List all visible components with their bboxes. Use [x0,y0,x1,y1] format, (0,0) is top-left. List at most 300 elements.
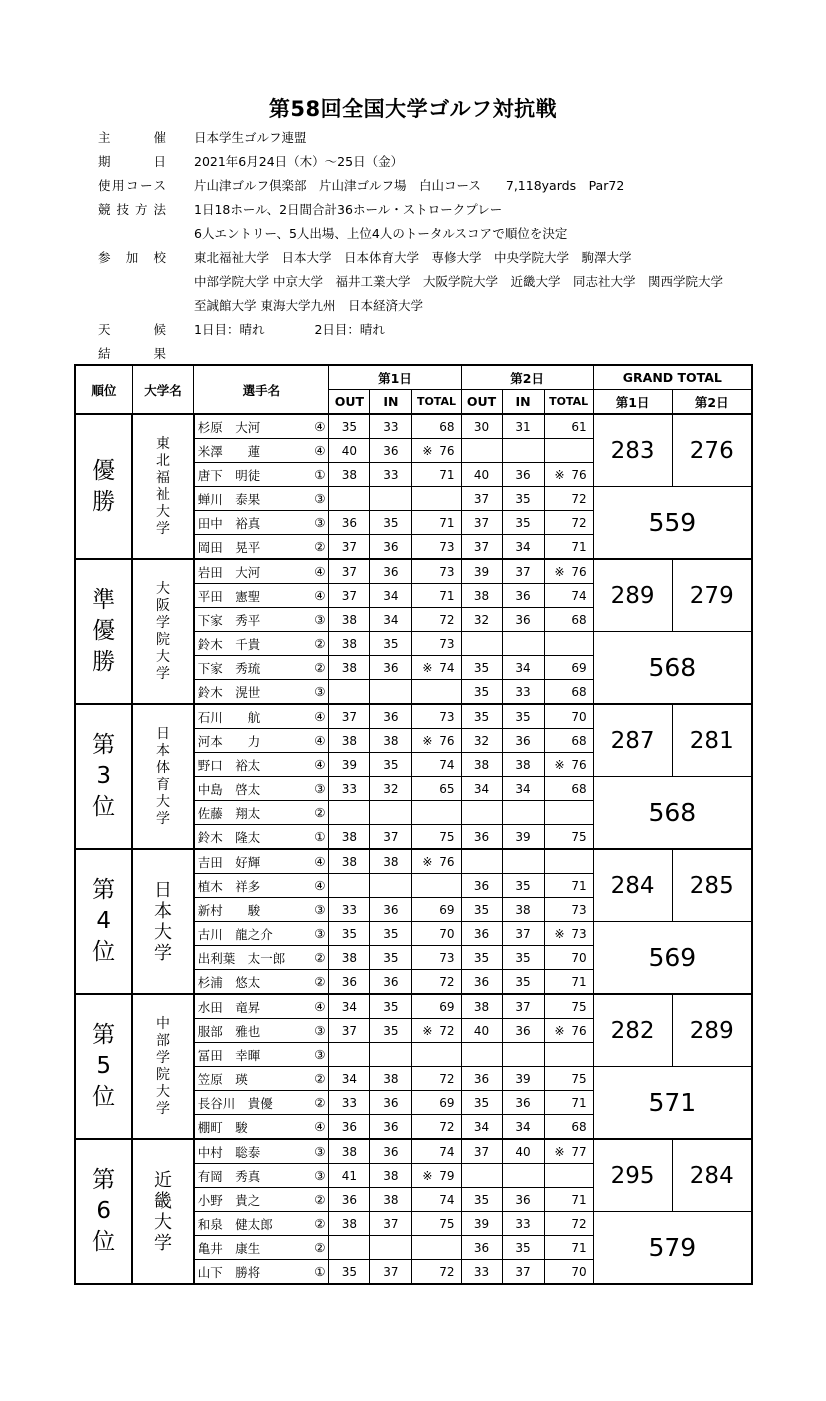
day2-out: 34 [461,1115,502,1140]
day1-total-value: 75 [439,829,455,844]
university-cell [132,414,193,559]
day1-total-value: 70 [439,926,455,941]
day1-total [412,1091,461,1115]
day2-total [544,994,593,1019]
day2-out: 36 [461,922,502,946]
day2-total-value: 68 [571,733,587,748]
player-entry [198,587,326,605]
day1-out [329,874,370,898]
info-label: 天 候 [98,322,166,337]
day2-out: 30 [461,414,502,439]
player-name: 鈴木 滉世 [197,684,261,700]
day2-total-value: 76 [571,1023,587,1038]
player-entry [198,756,326,774]
day1-in: 36 [370,535,412,560]
player-cell [194,946,329,970]
day2-total-value: 73 [571,902,587,917]
day1-total-value: 76 [439,854,455,869]
grand-total-day1: 287 [593,704,672,777]
grand-total-day2: 281 [672,704,752,777]
player-grade: ④ [314,419,326,434]
day2-in [502,1164,544,1188]
header-player: 選手名 [194,365,329,414]
day2-in: 39 [502,825,544,850]
day2-total [544,753,593,777]
day1-out [329,487,370,511]
player-grade: ④ [314,443,326,458]
day1-total [412,1115,461,1140]
info-value: 至誠館大学 東海大学九州 日本経済大学 [194,298,423,313]
table-row [75,559,752,584]
player-name: 古川 龍之介 [197,926,273,942]
info-label: 競技方法 [98,202,166,217]
player-cell [194,463,329,487]
day1-out: 40 [329,439,370,463]
day2-total [544,970,593,995]
player-entry [198,1022,326,1040]
day1-total [412,1067,461,1091]
university-name: 東北福祉大学 [156,435,171,537]
day2-out: 37 [461,535,502,560]
day2-total-value: 74 [571,588,587,603]
day2-total [544,535,593,560]
day2-out: 32 [461,608,502,632]
day1-in: 35 [370,632,412,656]
header-day2-in: IN [502,390,544,415]
day1-out: 39 [329,753,370,777]
player-name: 岡田 晃平 [197,539,261,555]
day2-in: 34 [502,777,544,801]
count-mark: ※ [554,757,565,772]
day2-out: 36 [461,874,502,898]
day2-in: 36 [502,463,544,487]
university-cell [132,994,193,1139]
player-grade: ④ [314,709,326,724]
day1-total [412,463,461,487]
player-name: 冨田 幸暉 [197,1047,261,1063]
day2-in: 31 [502,414,544,439]
grand-total-sum: 559 [593,487,752,560]
day2-total [544,825,593,850]
day2-out: 38 [461,753,502,777]
player-grade: ② [314,805,326,820]
grand-total-day2: 284 [672,1139,752,1212]
player-cell [194,511,329,535]
player-name: 石川 航 [197,709,261,725]
day1-in: 33 [370,463,412,487]
day1-total [412,729,461,753]
day1-total-value: 69 [439,902,455,917]
day2-total-value: 70 [571,950,587,965]
day1-out: 38 [329,1212,370,1236]
grand-total-day2: 285 [672,849,752,922]
player-name: 佐藤 翔太 [197,805,261,821]
day1-out: 38 [329,946,370,970]
player-grade: ① [314,1264,326,1279]
grand-total-day1: 284 [593,849,672,922]
player-entry [198,1263,326,1281]
player-cell [194,1043,329,1067]
player-name: 蝉川 泰果 [197,491,261,507]
player-entry [198,418,326,436]
day1-in: 38 [370,729,412,753]
player-name: 植木 祥多 [197,878,261,894]
day1-total-value: 71 [439,588,455,603]
day1-out: 36 [329,1188,370,1212]
day2-total [544,656,593,680]
info-value: 6人エントリー、5人出場、上位4人のトータルスコアで順位を決定 [194,226,568,241]
header-university: 大学名 [132,365,193,414]
day2-total [544,1236,593,1260]
header-day2: 第2日 [461,365,593,390]
day1-out: 38 [329,729,370,753]
count-mark: ※ [422,1023,433,1038]
day2-in: 33 [502,680,544,705]
player-cell [194,414,329,439]
player-cell [194,1164,329,1188]
player-grade: ① [314,829,326,844]
day1-in: 34 [370,608,412,632]
day2-total-value: 71 [571,974,587,989]
day2-total [544,801,593,825]
player-entry [198,828,326,846]
day1-total [412,656,461,680]
grand-total-day1: 289 [593,559,672,632]
day1-total-value: 72 [439,1071,455,1086]
player-entry [198,804,326,822]
day1-out: 35 [329,1260,370,1285]
day1-total [412,801,461,825]
day1-out: 37 [329,535,370,560]
day1-out: 38 [329,1139,370,1164]
day1-total [412,825,461,850]
day1-out: 37 [329,584,370,608]
player-entry [198,1094,326,1112]
day1-total-value: 72 [439,612,455,627]
player-grade: ② [314,539,326,554]
player-cell [194,608,329,632]
player-entry [198,1239,326,1257]
university-name: 近畿大学 [154,1169,173,1254]
day1-out: 38 [329,825,370,850]
day1-total [412,970,461,995]
day2-in: 37 [502,994,544,1019]
count-mark: ※ [422,854,433,869]
day1-total [412,487,461,511]
player-entry [198,1118,326,1136]
day2-total-value: 73 [571,926,587,941]
info-value: 1日目：晴れ 2日目：晴れ [194,322,385,337]
grand-total-day1: 282 [593,994,672,1067]
day1-in: 32 [370,777,412,801]
day2-total-value: 68 [571,612,587,627]
player-cell [194,1212,329,1236]
day1-in: 38 [370,1188,412,1212]
day1-total [412,849,461,874]
player-name: 有岡 秀真 [197,1168,261,1184]
day2-total [544,559,593,584]
day2-total-value: 75 [571,1071,587,1086]
day1-in: 36 [370,970,412,995]
player-name: 岩田 大河 [197,564,261,580]
player-grade: ② [314,660,326,675]
day2-in [502,801,544,825]
day1-out: 37 [329,704,370,729]
day1-out: 38 [329,632,370,656]
player-cell [194,559,329,584]
player-entry [198,1046,326,1064]
day1-in: 33 [370,414,412,439]
day2-out: 38 [461,994,502,1019]
player-grade: ② [314,636,326,651]
player-cell [194,922,329,946]
day2-out: 35 [461,898,502,922]
day2-in: 40 [502,1139,544,1164]
day2-in: 36 [502,729,544,753]
day2-in: 35 [502,487,544,511]
day2-total [544,608,593,632]
player-entry [198,877,326,895]
day1-in: 35 [370,1019,412,1043]
day2-in: 35 [502,874,544,898]
day1-out: 37 [329,559,370,584]
header-grand-total: GRAND TOTAL [593,365,752,390]
day2-total [544,511,593,535]
player-cell [194,1139,329,1164]
day1-in [370,487,412,511]
day1-out [329,1043,370,1067]
info-label: 参 加 校 [98,250,166,265]
player-grade: ④ [314,757,326,772]
day1-in: 36 [370,1139,412,1164]
player-cell [194,729,329,753]
grand-total-day2: 289 [672,994,752,1067]
player-entry [198,732,326,750]
day1-total [412,1139,461,1164]
day2-total [544,487,593,511]
player-name: 笠原 瑛 [197,1071,248,1087]
day1-total-value: 73 [439,636,455,651]
player-entry [198,611,326,629]
day2-out: 39 [461,559,502,584]
player-name: 田中 裕真 [197,515,261,531]
day1-total [412,946,461,970]
player-name: 服部 雅也 [197,1023,261,1039]
day2-total-value: 70 [571,1264,587,1279]
rank-label: 第5位 [92,1022,116,1110]
day1-out: 35 [329,922,370,946]
player-cell [194,849,329,874]
day2-in: 37 [502,559,544,584]
day1-out: 38 [329,849,370,874]
day1-in: 37 [370,825,412,850]
header-day1-out: OUT [329,390,370,415]
day2-in: 35 [502,946,544,970]
day2-in [502,849,544,874]
day2-in: 36 [502,1019,544,1043]
day1-total-value: 71 [439,467,455,482]
header-day2-out: OUT [461,390,502,415]
player-grade: ④ [314,564,326,579]
day2-total [544,1139,593,1164]
day2-total [544,632,593,656]
player-cell [194,584,329,608]
player-entry [198,1191,326,1209]
day2-in: 36 [502,1091,544,1115]
player-grade: ④ [314,1119,326,1134]
player-entry [198,538,326,556]
day1-out: 33 [329,777,370,801]
player-grade: ③ [314,1168,326,1183]
day2-in: 35 [502,1236,544,1260]
day2-total-value: 68 [571,684,587,699]
header-gt-day1: 第1日 [593,390,672,415]
day2-total-value: 71 [571,878,587,893]
player-name: 和泉 健太郎 [197,1216,273,1232]
player-grade: ② [314,950,326,965]
day1-out: 34 [329,1067,370,1091]
day2-in: 36 [502,1188,544,1212]
player-cell [194,753,329,777]
header-day1-total: TOTAL [412,390,461,415]
day2-in: 36 [502,608,544,632]
player-cell [194,632,329,656]
count-mark: ※ [554,1023,565,1038]
player-cell [194,1260,329,1285]
day2-total [544,680,593,705]
day1-total-value: 74 [439,1144,455,1159]
count-mark: ※ [422,660,433,675]
day1-out: 35 [329,414,370,439]
count-mark: ※ [422,733,433,748]
day2-in: 35 [502,970,544,995]
day1-total [412,994,461,1019]
player-grade: ④ [314,733,326,748]
day1-total [412,704,461,729]
count-mark: ※ [554,926,565,941]
day2-in: 36 [502,584,544,608]
university-cell [132,559,193,704]
player-grade: ② [314,1240,326,1255]
day1-total-value: 74 [439,757,455,772]
day2-total-value: 75 [571,999,587,1014]
info-value: 東北福祉大学 日本大学 日本体育大学 専修大学 中央学院大学 駒澤大学 [194,250,632,265]
player-name: 小野 貴之 [197,1192,261,1208]
player-cell [194,898,329,922]
player-entry [198,1167,326,1185]
day1-out [329,801,370,825]
day1-out: 36 [329,511,370,535]
player-entry [198,442,326,460]
player-name: 野口 裕太 [197,757,261,773]
grand-total-sum: 569 [593,922,752,995]
player-entry [198,635,326,653]
player-grade: ② [314,1216,326,1231]
player-grade: ③ [314,1144,326,1159]
player-grade: ③ [314,902,326,917]
day2-out: 40 [461,463,502,487]
day2-in: 39 [502,1067,544,1091]
day1-total-value: 72 [439,974,455,989]
day1-total [412,608,461,632]
day2-out: 35 [461,1188,502,1212]
day2-total [544,463,593,487]
player-cell [194,487,329,511]
day1-total-value: 65 [439,781,455,796]
player-cell [194,994,329,1019]
player-name: 河本 力 [197,733,261,749]
day2-total-value: 70 [571,709,587,724]
day1-in [370,1236,412,1260]
grand-total-day2: 279 [672,559,752,632]
day1-out: 36 [329,970,370,995]
day1-out: 37 [329,1019,370,1043]
player-name: 出利葉 太一郎 [197,950,286,966]
day1-total [412,439,461,463]
day2-out: 35 [461,704,502,729]
info-value: 1日18ホール、2日間合計36ホール・ストロークプレー [194,202,503,217]
player-cell [194,1188,329,1212]
day2-total [544,898,593,922]
day1-total-value: 73 [439,564,455,579]
player-entry [198,514,326,532]
university-name: 中部学院大学 [156,1015,171,1117]
day2-total [544,729,593,753]
day2-total [544,1067,593,1091]
day1-total [412,1260,461,1285]
day2-total-value: 69 [571,660,587,675]
day1-in: 35 [370,994,412,1019]
day2-in: 35 [502,511,544,535]
day2-total-value: 72 [571,515,587,530]
day2-out: 36 [461,970,502,995]
grand-total-sum: 568 [593,632,752,705]
day2-total [544,922,593,946]
header-day2-total: TOTAL [544,390,593,415]
player-grade: ③ [314,612,326,627]
player-entry [198,490,326,508]
day1-in: 37 [370,1260,412,1285]
day2-in [502,439,544,463]
player-cell [194,874,329,898]
day1-in: 37 [370,1212,412,1236]
player-grade: ② [314,1095,326,1110]
player-cell [194,1019,329,1043]
day1-out: 36 [329,1115,370,1140]
day2-total-value: 61 [571,419,587,434]
player-cell [194,825,329,850]
day1-out: 38 [329,656,370,680]
day2-total [544,1164,593,1188]
player-grade: ④ [314,854,326,869]
player-name: 山下 勝将 [197,1264,261,1280]
day2-out [461,801,502,825]
player-cell [194,656,329,680]
day2-in: 34 [502,1115,544,1140]
day1-in: 38 [370,849,412,874]
day2-total [544,414,593,439]
player-entry [198,466,326,484]
player-name: 下家 秀琉 [197,660,261,676]
day2-total [544,1043,593,1067]
day1-total [412,777,461,801]
day1-in: 35 [370,922,412,946]
day2-total [544,1188,593,1212]
day1-total [412,414,461,439]
rank-label: 第6位 [92,1167,116,1255]
day1-total [412,1164,461,1188]
day1-total-value: 72 [439,1119,455,1134]
